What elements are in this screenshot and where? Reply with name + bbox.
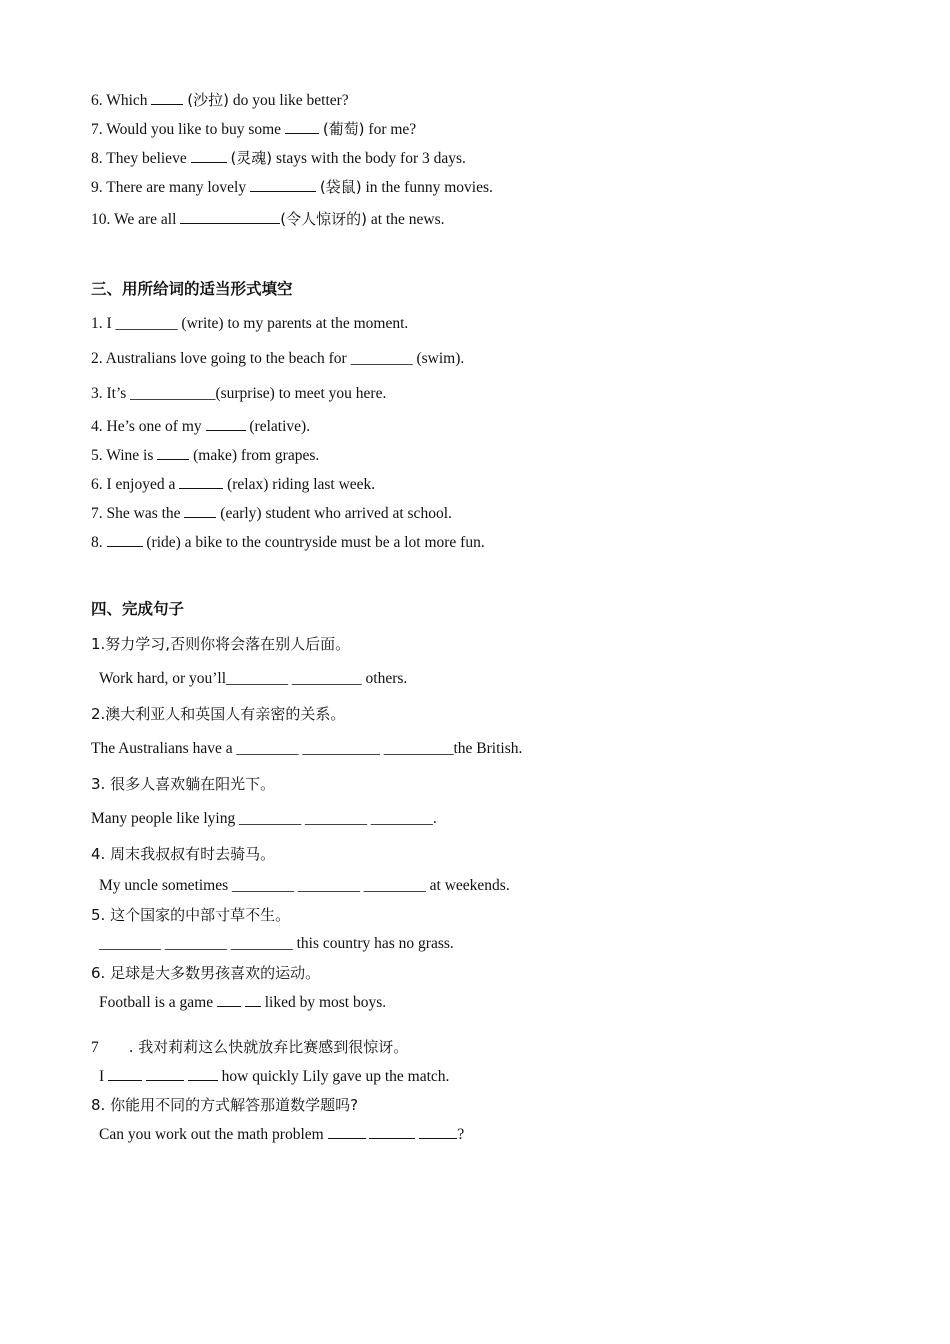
answer-blank[interactable] [419,1124,457,1139]
answer-blank[interactable] [206,416,246,431]
english-sentence: My uncle sometimes ________ ________ ________ at weekends. [99,877,510,894]
answer-blank[interactable] [328,1124,366,1139]
english-sentence: I how quickly Lily gave up the match. [99,1068,450,1085]
answer-blank[interactable] [250,177,316,192]
english-sentence: Can you work out the math problem ? [99,1126,465,1143]
answer-blank[interactable] [217,992,241,1007]
chinese-prompt: 2.澳大利亚人和英国人有亲密的关系。 [91,705,346,723]
chinese-prompt: 5. 这个国家的中部寸草不生。 [91,906,291,924]
answer-blank[interactable] [151,90,183,105]
answer-blank[interactable] [107,532,143,547]
chinese-prompt: 8. 你能用不同的方式解答那道数学题吗? [91,1096,359,1114]
answer-blank[interactable] [146,1066,184,1081]
chinese-prompt: 1.努力学习,否则你将会落在别人后面。 [91,635,351,653]
answer-blank[interactable] [369,1124,415,1139]
question-line: 6. Which (沙拉) do you like better? [91,91,349,109]
english-sentence: Work hard, or you’ll________ _________ others. [99,670,408,687]
question-line: 5. Wine is (make) from grapes. [91,447,320,464]
question-line: 4. He’s one of my (relative). [91,418,311,435]
english-sentence: Football is a game liked by most boys. [99,994,387,1011]
english-sentence: ________ ________ ________ this country has no grass. [99,935,454,952]
chinese-prompt: 6. 足球是大多数男孩喜欢的运动。 [91,964,321,982]
answer-blank[interactable] [285,119,319,134]
section-title: 三、用所给词的适当形式填空 [91,280,293,298]
question-line: 10. We are all (令人惊讶的) at the news. [91,210,445,228]
chinese-prompt: 4. 周末我叔叔有时去骑马。 [91,845,276,863]
answer-blank[interactable] [157,445,189,460]
section-title: 四、完成句子 [91,600,185,618]
chinese-prompt: 3. 很多人喜欢躺在阳光下。 [91,775,276,793]
answer-blank[interactable] [191,148,227,163]
answer-blank[interactable] [184,503,216,518]
answer-blank[interactable] [108,1066,142,1081]
question-line: 9. There are many lovely (袋鼠) in the funny movies. [91,178,493,196]
question-line: 8. They believe (灵魂) stays with the body for 3 days. [91,149,466,167]
question-line: 6. I enjoyed a (relax) riding last week. [91,476,376,493]
question-line: 7. Would you like to buy some (葡萄) for me? [91,120,417,138]
question-line: 8. (ride) a bike to the countryside must be a lot more fun. [91,534,485,551]
answer-blank[interactable] [179,474,223,489]
question-line: 3. It’s ___________(surprise) to meet you here. [91,385,387,402]
answer-blank[interactable] [188,1066,218,1081]
answer-blank[interactable] [180,209,280,224]
english-sentence: Many people like lying ________ ________ ________. [91,810,437,827]
chinese-prompt: 7 . 我对莉莉这么快就放弃比赛感到很惊讶。 [91,1038,409,1056]
english-sentence: The Australians have a ________ __________ _________the British. [91,740,523,757]
question-line: 7. She was the (early) student who arrived at school. [91,505,452,522]
question-line: 1. I ________ (write) to my parents at the moment. [91,315,409,332]
answer-blank[interactable] [245,992,261,1007]
question-line: 2. Australians love going to the beach for ________ (swim). [91,350,465,367]
